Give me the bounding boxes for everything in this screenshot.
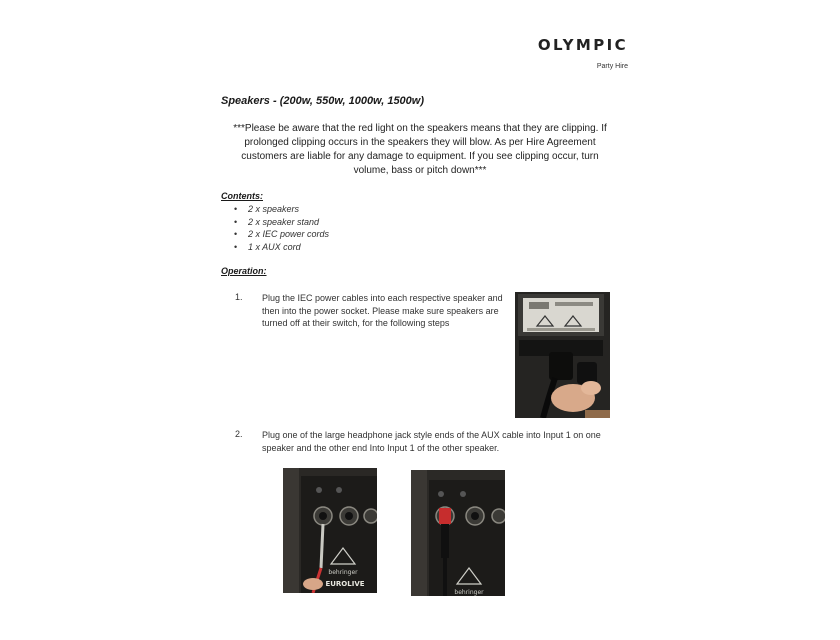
clipping-warning: ***Please be aware that the red light on the speakers means that they are clipping. If prolonged clipping occurs in the speakers they will blow. As per Hire Agreement customers are liable for any damage to equipment. If you see clipping occur, turn volume, bass or pitch down*** [233, 123, 607, 176]
list-item: • 1 x AUX cord [234, 241, 329, 254]
aux-input-photo-left [283, 468, 377, 593]
list-item: • 2 x speaker stand [234, 216, 329, 229]
document-title: Speakers - (200w, 550w, 1000w, 1500w) [221, 95, 425, 107]
aux-input-photo-right [411, 470, 505, 596]
step-2-text: Plug one of the large headphone jack style ends of the AUX cable into Input 1 on one speaker and the other end Into Input 1 of the other speaker. [262, 430, 601, 453]
aux-input-photo-left-drawing [283, 468, 377, 593]
operation-heading: Operation: [221, 266, 267, 276]
aux-input-photo-right-drawing [411, 470, 505, 596]
logo-wordmark: OLYMPIC [537, 36, 628, 54]
list-item: • 2 x speakers [234, 203, 329, 216]
iec-power-photo-drawing [515, 292, 610, 418]
contents-heading: Contents: [221, 191, 263, 201]
company-logo [534, 36, 628, 70]
photo-brand-label: behringer [454, 589, 484, 596]
logo-subtitle: Party Hire [596, 63, 628, 70]
iec-power-photo [515, 292, 610, 418]
photo-model-label: EUROLIVE [325, 580, 365, 588]
photo-brand-label: behringer [328, 569, 358, 576]
step-1-number: 1. [235, 292, 243, 302]
list-item: • 2 x IEC power cords [234, 228, 329, 241]
contents-list [234, 203, 329, 253]
step-1-text: Plug the IEC power cables into each respective speaker and then into the power socket. Please make sure speakers are turned off at their switch, for the following steps [262, 293, 503, 328]
step-2-number: 2. [235, 429, 243, 439]
